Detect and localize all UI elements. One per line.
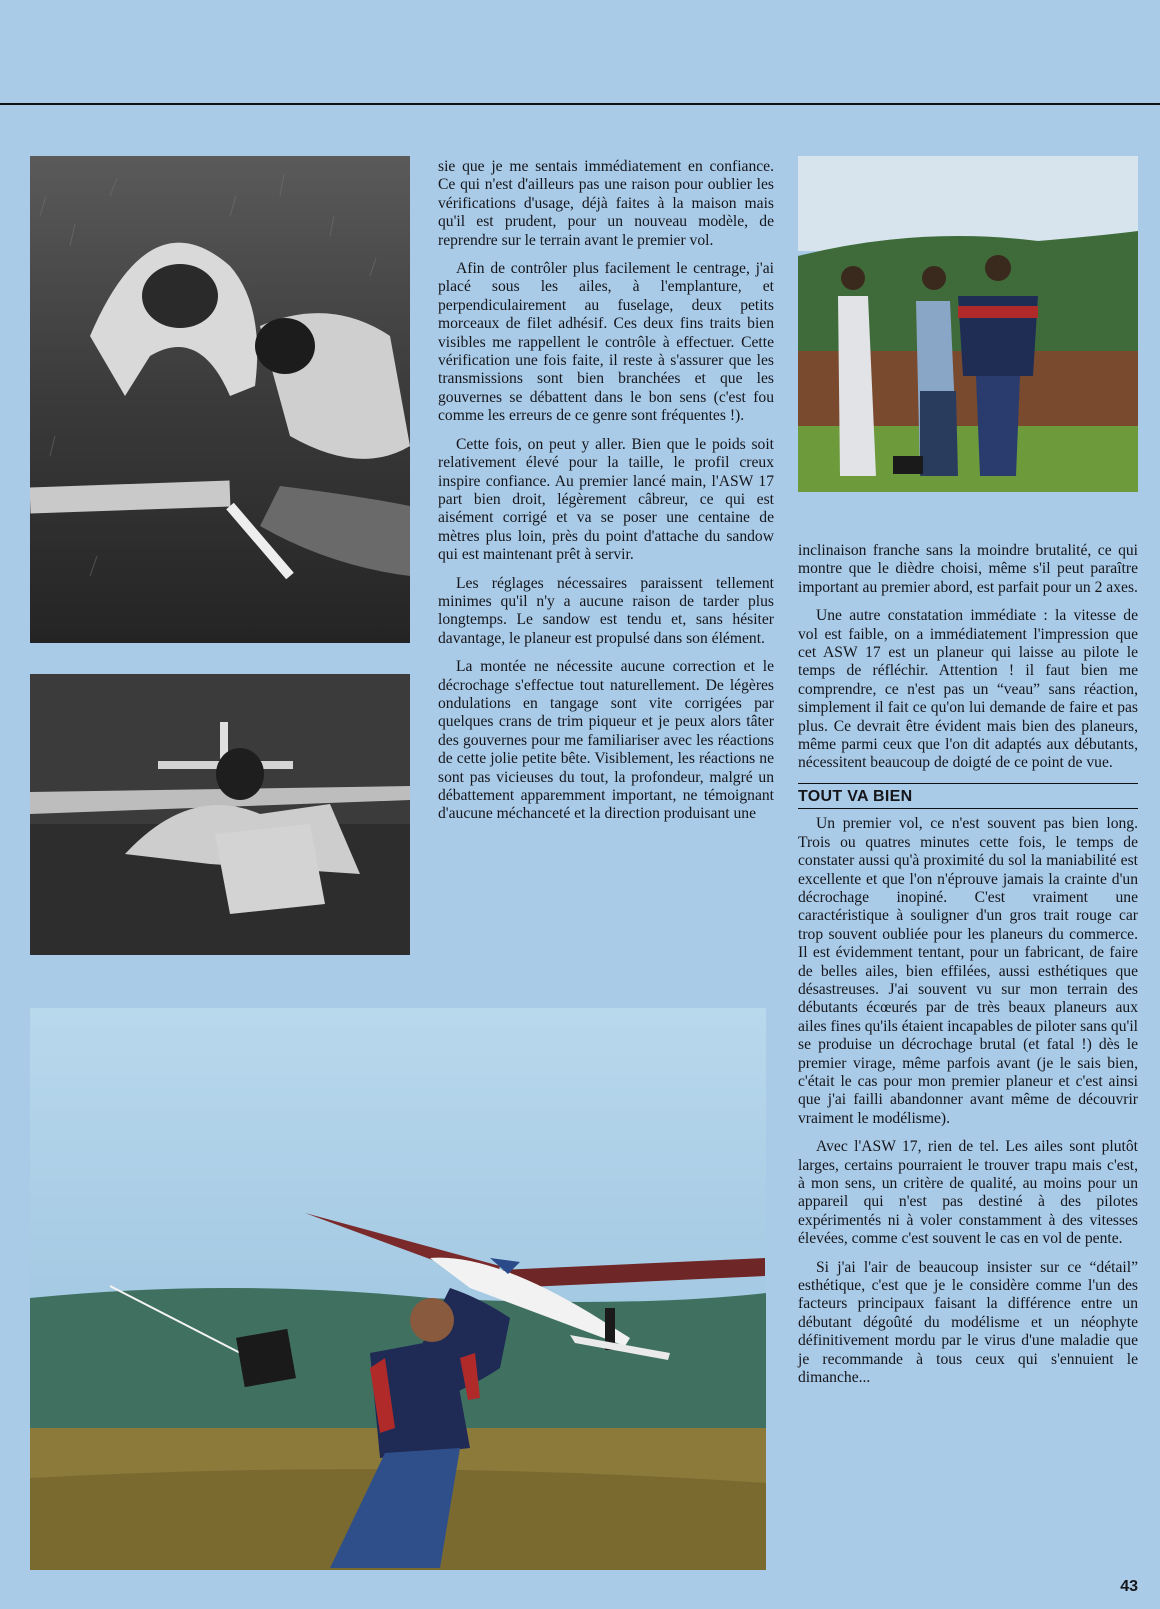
photo-glider-launch	[30, 1008, 766, 1570]
paragraph: Si j'ai l'air de beaucoup insister sur ce “détail” esthétique, c'est que je le considère comme l'un des facteurs principaux faisant la différence entre un débutant dégoûté du modélisme et un néophyte définitivement mordu par le virus d'une maladie que je recommande à tous ceux qui s'ennuient le dimanche...	[798, 1258, 1138, 1387]
paragraph: La montée ne nécessite aucune correction et le décrochage s'effectue tout naturellement. De légères ondulations en tangage sont vite corrigées par quelques crans de trim piqueur et je peux alors tâter des gouvernes pour me familiariser avec les réactions de cette jolie petite bête. Visiblement, les réactions ne sont pas vicieuses du tout, la profondeur, malgré un débattement apparemment important, ne témoignant d'aucune méchanceté et la direction produisant une	[438, 658, 774, 823]
photo-man-holding-glider	[30, 674, 410, 955]
paragraph: Afin de contrôler plus facilement le centrage, j'ai placé sous les ailes, à l'emplanture, et perpendiculairement au fuselage, deux petits morceaux de filet adhésif. Ces deux fins traits bien visibles me rappellent le contrôle à effectuer. Cette vérification une fois faite, il reste à s'assurer que les transmissions sont bien branchées et que les gouvernes se débattent dans le bon sens (c'est fou comme les erreurs de ce genre sont fréquentes !).	[438, 260, 774, 425]
text-column-middle	[438, 158, 774, 834]
photo-assembling-glider	[30, 156, 410, 643]
top-rule	[0, 103, 1160, 105]
paragraph: inclinaison franche sans la moindre brutalité, ce qui montre que le dièdre choisi, même s'il peut paraître important au premier abord, est parfait pour un 2 axes.	[798, 542, 1138, 596]
paragraph: Avec l'ASW 17, rien de tel. Les ailes sont plutôt larges, certains pourraient le trouver trapu mais c'est, à mon sens, un critère de qualité, au moins pour un appareil qui n'est pas destiné à des pilotes expérimentés ni à voler constamment à des vitesses élevées, comme c'est souvent le cas en vol de pente.	[798, 1138, 1138, 1248]
paragraph: Cette fois, on peut y aller. Bien que le poids soit relativement élevé pour la taille, le profil creux inspire confiance. Au premier lancé main, l'ASW 17 part bien droit, légèrement câbreur, ce qui est aisément corrigé et va se poser une centaine de mètres plus loin, près du point d'attache du sandow qui est maintenant prêt à servir.	[438, 435, 774, 564]
page-number: 43	[1120, 1578, 1138, 1595]
text-column-right	[798, 542, 1138, 1397]
section-heading-box	[798, 783, 1138, 809]
section-heading: TOUT VA BIEN	[798, 787, 913, 805]
paragraph: Une autre constatation immédiate : la vitesse de vol est faible, on a immédiatement l'impression que cet ASW 17 est un planeur qui laisse au pilote le temps de réfléchir. Attention ! il faut bien me comprendre, ce n'est pas un “veau” sans réaction, simplement il fait ce qu'on lui demande de faire et pas plus. Ce devrait être évident mais bien des planeurs, même parmi ceux que l'on dit adaptés aux débutants, nécessitent beaucoup de doigté de ce point de vue.	[798, 607, 1138, 772]
paragraph: Les réglages nécessaires paraissent tellement minimes qu'il n'y a aucune raison de tarder plus longtemps. Le sandow est tendu et, sans hésiter davantage, le planeur est propulsé dans son élément.	[438, 574, 774, 647]
paragraph: Un premier vol, ce n'est souvent pas bien long. Trois ou quatres minutes cette fois, le temps de constater aussi qu'à proximité du sol la maniabilité est excellente et que l'on n'éprouve jamais la crainte d'un décrochage inopiné. C'est vraiment une caractéristique à souligner d'un gros trait rouge car trop souvent oubliée pour les planeurs du commerce. Il est évidemment tentant, pour un fabricant, de faire de belles ailes, bien effilées, aussi esthétiques que désastreuses. J'ai souvent vu sur mon terrain des débutants écœurés par de très beaux planeurs aux ailes fines qu'ils étaient incapables de piloter sans qu'il se produise un décrochage brutal (et fatal !) dès le premier virage, même parfois avant (je le sais bien, c'était le cas pour mon premier planeur et c'est ainsi que j'ai failli abandonner avant même de découvrir vraiment le modélisme).	[798, 815, 1138, 1127]
paragraph: sie que je me sentais immédiatement en confiance. Ce qui n'est d'ailleurs pas une raison pour oublier les vérifications d'usage, déjà faites à la maison mais qu'il est prudent, pour un nouveau modèle, de reprendre sur le terrain avant le premier vol.	[438, 158, 774, 249]
photo-three-men-field	[798, 156, 1138, 492]
